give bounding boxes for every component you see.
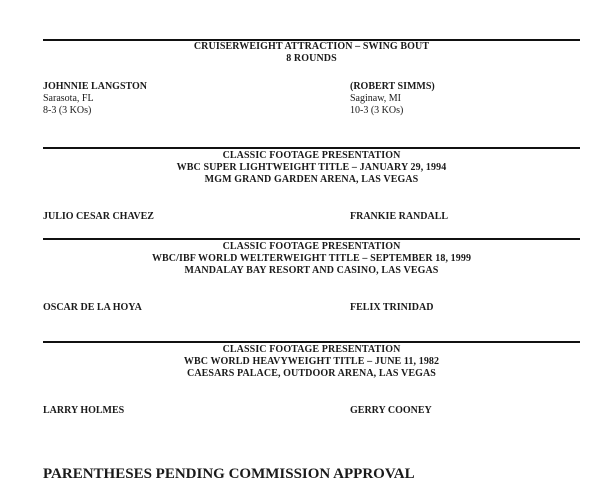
fighter-left-hometown: Sarasota, FL	[43, 93, 94, 104]
fighter-right-name: FRANKIE RANDALL	[350, 211, 449, 222]
fighter-left-name: JULIO CESAR CHAVEZ	[43, 211, 154, 222]
section-divider	[43, 238, 580, 240]
fighter-left-name: OSCAR DE LA HOYA	[43, 302, 142, 313]
commission-approval-note: PARENTHESES PENDING COMMISSION APPROVAL	[43, 466, 415, 482]
section-divider	[43, 147, 580, 149]
section-divider	[43, 341, 580, 343]
fighter-left-name: LARRY HOLMES	[43, 405, 125, 416]
fighter-right-record: 10-3 (3 KOs)	[350, 105, 404, 116]
fighter-right-name: FELIX TRINIDAD	[350, 302, 434, 313]
fighter-left-name: JOHNNIE LANGSTON	[43, 81, 148, 92]
bout-presentation-label: CLASSIC FOOTAGE PRESENTATION	[222, 150, 401, 161]
bout-title: WBC SUPER LIGHTWEIGHT TITLE – JANUARY 29, 1994	[176, 162, 447, 173]
fighter-right-hometown: Saginaw, MI	[350, 93, 402, 104]
bout-title: WBC WORLD HEAVYWEIGHT TITLE – JUNE 11, 1982	[183, 356, 440, 367]
bout-title: CRUISERWEIGHT ATTRACTION – SWING BOUT	[193, 41, 430, 52]
bout-venue: MANDALAY BAY RESORT AND CASINO, LAS VEGAS	[184, 265, 439, 276]
bout-title: WBC/IBF WORLD WELTERWEIGHT TITLE – SEPTEMBER 18, 1999	[151, 253, 472, 264]
bout-venue: CAESARS PALACE, OUTDOOR ARENA, LAS VEGAS	[187, 368, 436, 379]
bout-presentation-label: CLASSIC FOOTAGE PRESENTATION	[222, 344, 401, 355]
fighter-left-record: 8-3 (3 KOs)	[43, 105, 92, 116]
bout-venue: MGM GRAND GARDEN ARENA, LAS VEGAS	[204, 174, 419, 185]
bout-rounds: 8 ROUNDS	[286, 53, 337, 64]
fighter-right-name: (ROBERT SIMMS)	[350, 81, 435, 92]
bout-presentation-label: CLASSIC FOOTAGE PRESENTATION	[222, 241, 401, 252]
fighter-right-name: GERRY COONEY	[350, 405, 432, 416]
